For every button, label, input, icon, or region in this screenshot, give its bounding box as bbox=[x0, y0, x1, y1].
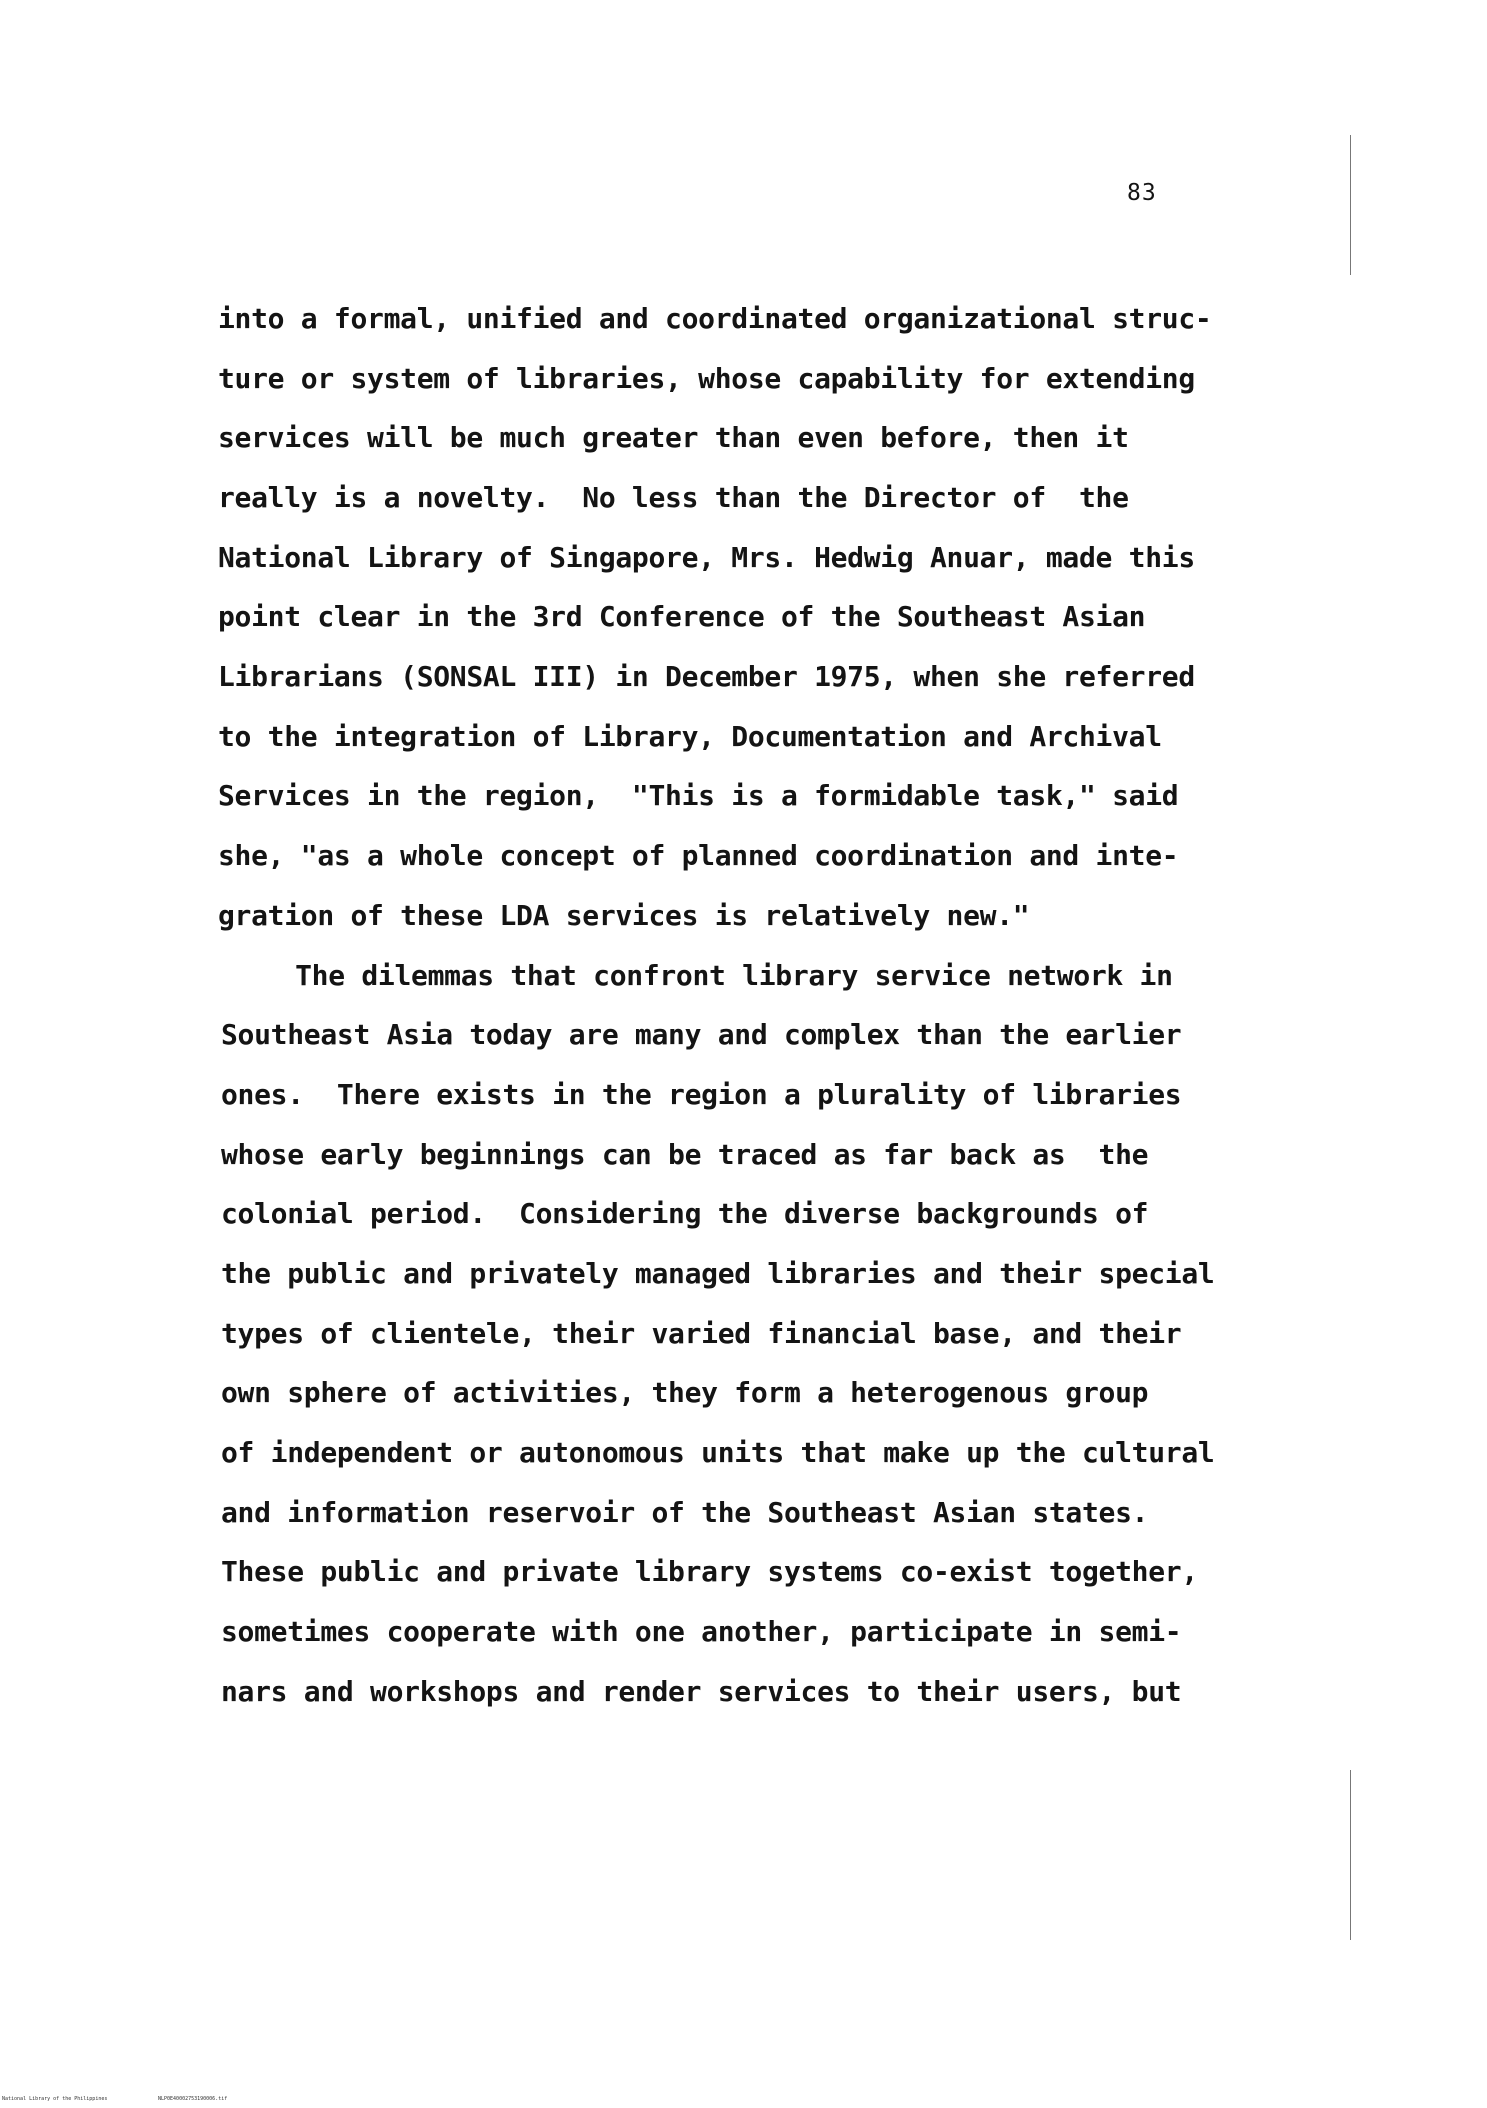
text-line: and information reservoir of the Southeast Asian states. bbox=[221, 1496, 1149, 1529]
text-line: own sphere of activities, they form a heterogenous group bbox=[221, 1376, 1149, 1409]
text-line: whose early beginnings can be traced as far back as the bbox=[221, 1138, 1149, 1171]
footer-filename: NLP0E40002753190006.tif bbox=[158, 2096, 228, 2102]
text-line: sometimes cooperate with one another, participate in semi- bbox=[221, 1615, 1182, 1648]
text-line: National Library of Singapore, Mrs. Hedwig Anuar, made this bbox=[218, 541, 1195, 574]
text-line: Southeast Asia today are many and complex than the earlier bbox=[221, 1018, 1182, 1051]
text-line: of independent or autonomous units that make up the cultural bbox=[221, 1436, 1215, 1469]
text-line: she, "as a whole concept of planned coordination and inte- bbox=[218, 839, 1179, 872]
text-line: gration of these LDA services is relatively new." bbox=[218, 899, 1030, 932]
scan-edge-mark bbox=[1350, 1770, 1351, 1940]
text-line: into a formal, unified and coordinated organizational struc- bbox=[218, 302, 1212, 335]
text-line: colonial period. Considering the diverse backgrounds of bbox=[221, 1197, 1149, 1230]
text-line: point clear in the 3rd Conference of the Southeast Asian bbox=[218, 600, 1146, 633]
text-line: services will be much greater than even before, then it bbox=[218, 421, 1129, 454]
text-line: types of clientele, their varied financial base, and their bbox=[221, 1317, 1182, 1350]
text-line: the public and privately managed libraries and their special bbox=[221, 1257, 1215, 1290]
text-line: The dilemmas that confront library service network in bbox=[262, 959, 1173, 992]
text-line: really is a novelty. No less than the Director of the bbox=[218, 481, 1129, 514]
footer-source: National Library of the Philippines bbox=[2, 2096, 108, 2102]
text-line: Services in the region, "This is a formidable task," said bbox=[218, 779, 1179, 812]
page-number: 83 bbox=[1127, 180, 1157, 206]
text-line: to the integration of Library, Documentation and Archival bbox=[218, 720, 1162, 753]
text-line: ture or system of libraries, whose capability for extending bbox=[218, 362, 1195, 395]
text-line: ones. There exists in the region a plurality of libraries bbox=[221, 1078, 1182, 1111]
text-line: These public and private library systems co-exist together, bbox=[221, 1555, 1198, 1588]
text-line: nars and workshops and render services to their users, but bbox=[221, 1675, 1182, 1708]
text-line: Librarians (SONSAL III) in December 1975, when she referred bbox=[218, 660, 1195, 693]
scan-edge-mark bbox=[1350, 135, 1351, 275]
